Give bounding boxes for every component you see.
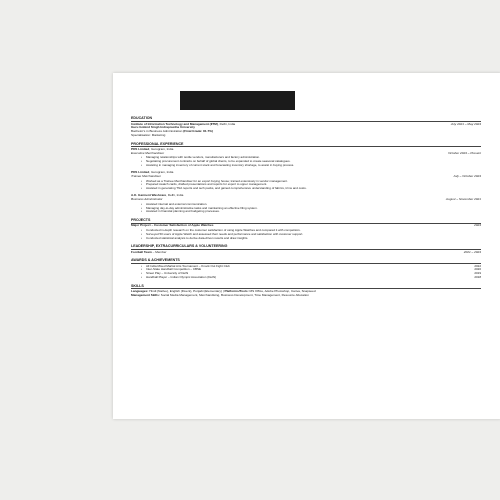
skills-title: SKILLS (131, 283, 144, 288)
job-dates: July – October 2024 (453, 174, 481, 179)
specialisation: Specialisation: Marketing (131, 133, 166, 138)
projects-title: PROJECTS (131, 217, 151, 222)
list-item: • Assisted in financial planning and budgeting processes. (146, 210, 481, 214)
experience-title: PROFESSIONAL EXPERIENCE (131, 141, 184, 146)
degree: Bachelor's in Business Administration (Final Grade: 81.7%) (131, 129, 213, 134)
education-title: EDUCATION (131, 116, 153, 120)
job-entry (131, 194, 481, 214)
job-dates: August – November 2021 (445, 197, 481, 202)
job-bullets (131, 203, 481, 215)
redacted-name-bar (180, 91, 295, 110)
list-item: • Worked as a Trainee Merchandiser for an export buying house; trained extensively in vendor management. (146, 180, 481, 184)
job-company: PDS Limited, Gurugram, India (131, 147, 174, 152)
job-role: Executive Merchandiser (131, 151, 165, 156)
award-item: • Inter-State Handball Competition – CBSE 2020 (131, 268, 481, 272)
leadership-title: LEADERSHIP, EXTRACURRICULARS & VOLUNTEERING (131, 244, 228, 249)
list-item: • Assisted internal and external communication. (146, 203, 481, 207)
university: Guru Gobind Singh Indraprastha University (131, 125, 195, 130)
list-item: • Managing day-to-day administrative tasks and maintaining an effective filing system. (146, 207, 481, 211)
education-dates: July 2021 – May 2024 (450, 121, 481, 126)
resume-page (113, 73, 500, 419)
award-item: • Street Play – University of Delhi 2019 (131, 272, 481, 276)
leadership-item: Football Team – Member (131, 249, 167, 254)
skills-languages: Languages: Hindi (Native), English (Fluent), Punjabi (Elementary) | Platforms/Tools: MS Office, Adobe Photoshop, Canva, Snapseed (131, 289, 316, 294)
list-item: • Assisting in managing inventory of current stock and forecasting inventory shortage, to assist in buying process. (146, 164, 481, 168)
project-year: 2024 (474, 223, 481, 228)
job-company: PDS Limited, Gurugram, India (131, 170, 174, 175)
list-item: • Surveyed 50 users of Apple Watch and assessed their needs and performance and satisfaction with customer support. (146, 233, 481, 237)
project-bullets (131, 229, 481, 241)
job-dates: October 2024 – Present (448, 151, 481, 156)
job-company: A.K. Garment Washcare, Delhi, India (131, 193, 184, 198)
job-bullets (131, 180, 481, 192)
job-role: Business Administrator (131, 197, 163, 202)
resume-content (131, 116, 481, 298)
award-item: • All India Mixed Martial Arts Tournament – Knock Out Fight Club 2022 (131, 265, 481, 269)
leadership-row (131, 251, 481, 255)
list-item: • Conducted statistical analysis to derive data-driven results and draw insights. (146, 237, 481, 241)
skills-management: Management Skills: Social Media Management, Merchandising, Business Development, Time Management, Resource Allocation (131, 293, 309, 298)
job-entry (131, 171, 481, 191)
job-role: Trainee Merchandiser (131, 174, 161, 179)
list-item: • Prepared swatch cards, drafted presentations and reports for export to upper management. (146, 183, 481, 187)
list-item: • Assisted in generating TNA reports and tech packs, and gained comprehensive understanding of fabrics, trims and costs. (146, 187, 481, 191)
institution: Institute of Information Technology and Management (IITM), Delhi, India (131, 121, 236, 126)
list-item: • Managing relationships with textile vendors, manufacturers and factory administration. (146, 156, 481, 160)
leadership-dates: 2021 – 2024 (463, 249, 481, 254)
award-item: • Handball Player – Indian Olympic Association (Delhi) 2018 (131, 276, 481, 280)
job-bullets (131, 156, 481, 168)
job-entry (131, 148, 481, 168)
project-name: Major Project – Customer Satisfaction of Apple Watches (131, 223, 214, 228)
list-item: • Negotiating procurement contracts on behalf of global clients, to be expanded to create seasonal catalogues. (146, 160, 481, 164)
awards-title: AWARDS & ACHIEVEMENTS (131, 258, 180, 263)
list-item: • Conducted in-depth research on the customer satisfaction of using Apple Watches and compared it with competitors. (146, 229, 481, 233)
